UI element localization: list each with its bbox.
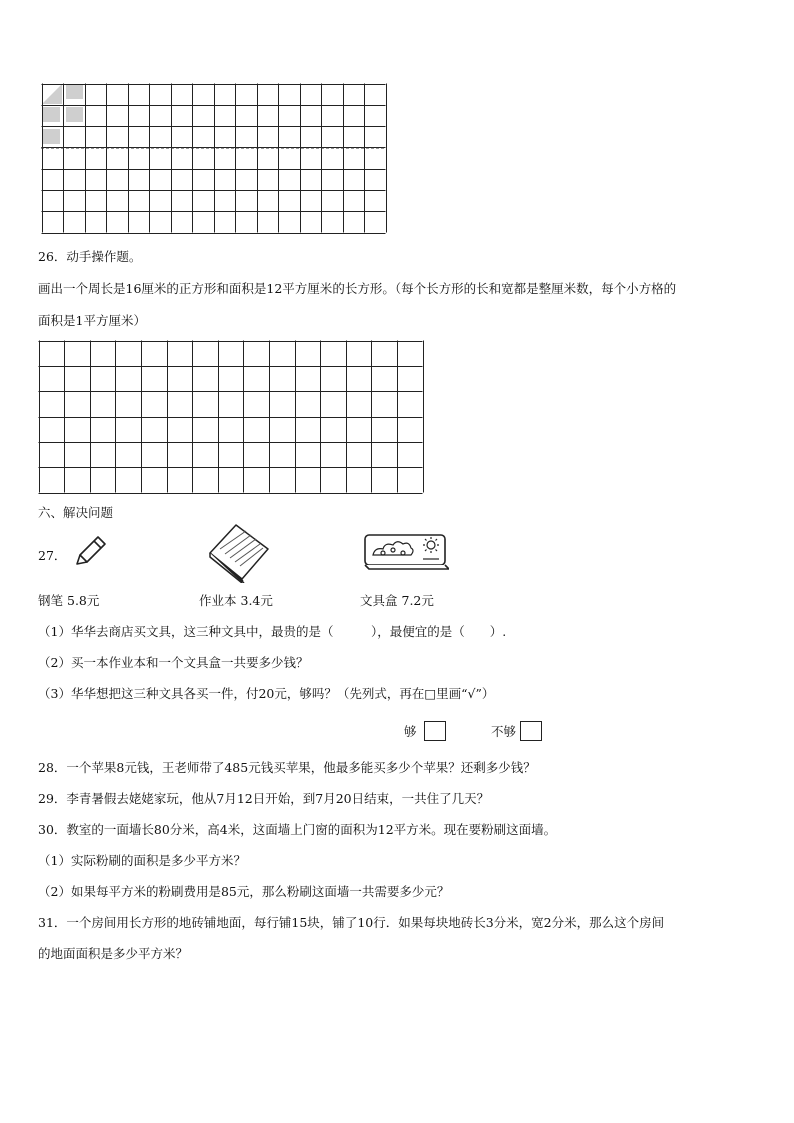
q27-number: 27． (38, 548, 67, 563)
not-enough-checkbox[interactable] (520, 721, 542, 741)
pencil-case-price: 7.2元 (401, 593, 434, 608)
notebook-price: 3.4元 (240, 593, 273, 608)
q26-number: 26． (38, 249, 67, 264)
notebook-icon (206, 523, 270, 583)
grid-lines (41, 83, 387, 234)
q27-item-pencil-case (360, 593, 434, 609)
q30-text: 30．教室的一面墙长80分米，高4米，这面墙上门窗的面积为12平方米。现在要粉刷这面墙。 (38, 822, 557, 837)
enough-checkbox[interactable] (424, 721, 446, 741)
shaded-square (66, 84, 83, 99)
q31-text-line1: 31．一个房间用长方形的地砖铺地面，每行铺15块，铺了10行．如果每块地砖长3分米，宽2分米，那么这个房间 (38, 915, 665, 930)
shaded-square (43, 129, 60, 144)
q26-title: 动手操作题。 (66, 249, 142, 264)
shaded-triangle (42, 84, 62, 104)
q27-sub3: （3）华华想把这三种文具各买一件，付20元，够吗？（先列式，再在□里画“√”） (38, 686, 495, 701)
q29-text: 29．李青暑假去姥姥家玩，他从7月12日开始，到7月20日结束，一共住了几天？ (38, 791, 490, 806)
q26-text-line1: 画出一个周长是16厘米的正方形和面积是12平方厘米的长方形。（每个长方形的长和宽都是整厘米数，每个小方格的 (38, 281, 677, 296)
q30-sub1: （1）实际粉刷的面积是多少平方米？ (38, 853, 246, 868)
q27-sub2: （2）买一本作业本和一个文具盒一共要多少钱？ (38, 655, 309, 670)
notebook-name: 作业本 (199, 593, 237, 608)
q26-text-line2: 面积是1平方厘米） (38, 313, 146, 328)
q30-sub2: （2）如果每平方米的粉刷费用是85元，那么粉刷这面墙一共需要多少元？ (38, 884, 450, 899)
q27-item-pen (38, 593, 99, 609)
enough-label: 够 (404, 724, 417, 739)
pen-icon (74, 534, 110, 570)
not-enough-label: 不够 (491, 724, 517, 739)
q28-text: 28．一个苹果8元钱，王老师带了485元钱买苹果，他最多能买多少个苹果？还剩多少钱？ (38, 760, 536, 775)
question-26-drawing-grid[interactable] (38, 340, 424, 494)
grid-lines (38, 340, 424, 494)
q31-text-line2: 的地面面积是多少平方米？ (38, 946, 189, 961)
question-25-grid (41, 83, 387, 234)
pen-name: 钢笔 (38, 593, 64, 608)
pencil-case-icon (363, 531, 449, 571)
pencil-case-name: 文具盒 (360, 593, 398, 608)
shaded-square (43, 107, 60, 122)
shaded-square (66, 107, 83, 122)
pen-price: 5.8元 (67, 593, 100, 608)
q27-sub1: （1）华华去商店买文具，这三种文具中，最贵的是（ ），最便宜的是（ ）. (38, 624, 507, 639)
section-6-heading: 六、解决问题 (38, 505, 114, 520)
q26-heading (38, 249, 141, 265)
q27-item-notebook (199, 593, 273, 609)
